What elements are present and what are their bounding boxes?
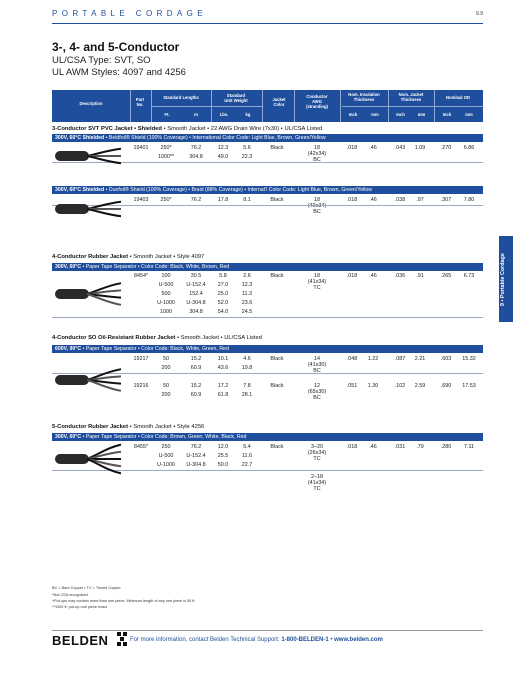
cell-awg: BC <box>313 209 321 215</box>
cell-m: U-152.4 <box>186 282 206 288</box>
cell-ins-in: .018 <box>346 197 358 203</box>
cell-m: 304.8 <box>189 309 203 315</box>
cell-kg: 12.3 <box>241 282 253 288</box>
cell-ft: U-500 <box>158 453 174 459</box>
cell-jkt-mm: 1.09 <box>414 145 426 151</box>
cell-kg: 8.1 <box>243 197 251 203</box>
cell-m: U-304.8 <box>186 300 206 306</box>
cell-ft: 500 <box>161 291 171 297</box>
cell-jkt-mm: 2.21 <box>414 356 426 362</box>
cell-m: 15.2 <box>190 383 202 389</box>
cell-awg: (42x34) <box>307 151 327 157</box>
row-divider <box>52 317 483 318</box>
cell-od-in: .280 <box>440 444 452 450</box>
cell-m: 30.5 <box>190 273 202 279</box>
footnote-legend: BC = Bare Copper • TC = Tinned Copper <box>52 586 121 590</box>
cable-image-5c-rubber <box>55 440 125 478</box>
col-description: Description <box>79 101 103 106</box>
section-title: 4-Conductor SO Oil-Resistant Rubber Jacket • Smooth Jacket • UL/CSA Listed <box>52 335 262 341</box>
cell-jkt-mm: .97 <box>416 197 424 203</box>
cell-m: 304.8 <box>189 154 203 160</box>
cell-lbs: 10.1 <box>217 356 229 362</box>
cell-ft: U-500 <box>158 282 174 288</box>
cell-jkt-mm: 2.59 <box>414 383 426 389</box>
cell-awg: BC <box>313 395 321 401</box>
cable-jacket <box>55 375 89 385</box>
cell-ft: U-1000 <box>157 300 175 306</box>
support-phone[interactable]: 1-800-BELDEN-1 <box>281 637 329 643</box>
cell-ins-mm: .46 <box>369 197 377 203</box>
cable-jacket <box>55 454 89 464</box>
cell-kg: 24.5 <box>241 309 253 315</box>
cell-part: 19401 <box>133 145 149 151</box>
section-header: PORTABLE CORDAGE <box>52 9 208 18</box>
cell-od-in: .307 <box>440 197 452 203</box>
cell-jacket: Black <box>270 444 284 450</box>
page-title: 3-, 4- and 5-Conductor <box>52 40 180 54</box>
belden-logo: BELDEN <box>52 633 109 648</box>
cell-part: 19216 <box>133 383 149 389</box>
cell-od-mm: 6.73 <box>463 273 475 279</box>
col-nominal-od: Nominal OD <box>446 95 470 100</box>
cell-ft: 50 <box>163 356 169 362</box>
cell-m: 152.4 <box>189 291 203 297</box>
cell-jkt-in: .036 <box>394 273 406 279</box>
cell-awg: 3–20 <box>311 444 323 450</box>
cell-awg: TC <box>313 285 321 291</box>
cable-image-3c-svt <box>55 140 125 172</box>
cell-lbs: 17.2 <box>217 383 229 389</box>
cell-lbs: 17.8 <box>217 197 229 203</box>
cell-ft: 1000 <box>160 309 172 315</box>
cell-ft: 250 <box>161 444 171 450</box>
cell-m: 76.2 <box>190 197 202 203</box>
cell-m: 76.2 <box>190 145 202 151</box>
cell-ft: 1000** <box>157 154 175 160</box>
cell-awg: 14 <box>314 356 320 362</box>
cell-m: 76.2 <box>190 444 202 450</box>
header-rule <box>52 23 483 24</box>
cell-m: 60.9 <box>190 365 202 371</box>
cell-lbs: 61.8 <box>217 392 229 398</box>
cell-jacket: Black <box>270 197 284 203</box>
cell-lbs: 27.0 <box>217 282 229 288</box>
cell-awg: 12 <box>314 383 320 389</box>
cable-conductor <box>87 452 121 459</box>
cell-kg: 5.6 <box>243 145 251 151</box>
section-bar: 600V, 90°C • Paper Tape Separator • Color Code: Black, White, Green, Red <box>52 345 483 353</box>
side-tab-label: 9 • Portable Cordage <box>500 253 506 307</box>
cell-kg: 11.6 <box>241 453 253 459</box>
cell-awg: BC <box>313 368 321 374</box>
cell-kg: 22.7 <box>241 462 253 468</box>
cell-lbs: 43.6 <box>217 365 229 371</box>
cell-awg: (26x34) <box>307 450 327 456</box>
cell-part: 19217 <box>133 356 149 362</box>
cell-jkt-in: .043 <box>394 145 406 151</box>
cell-ins-in: .051 <box>346 383 358 389</box>
cell-part: 8454* <box>133 273 149 279</box>
cell-jkt-mm: .91 <box>416 273 424 279</box>
col-jacket-color: Jacket Color <box>272 97 286 107</box>
footer-contact: For more information, contact Belden Technical Support: 1-800-BELDEN-1 • www.belden.com <box>130 637 383 643</box>
cell-ins-in: .048 <box>346 356 358 362</box>
cell-ins-in: .018 <box>346 145 358 151</box>
cell-od-in: .690 <box>440 383 452 389</box>
cell-awg: (41x34) <box>307 480 327 486</box>
cell-kg: 23.6 <box>241 300 253 306</box>
cell-jacket: Black <box>270 383 284 389</box>
section-bar: 300V, 60°C Shielded • Duofoil® Shield (100% Coverage) • Braid (88% Coverage) • Internat'l Color Code: Light Blue, Brown, Green/Yellow <box>52 186 483 194</box>
cell-ft: 100 <box>161 273 171 279</box>
cell-jkt-in: .102 <box>394 383 406 389</box>
cell-lbs: 25.0 <box>217 291 229 297</box>
cell-ins-mm: 1.30 <box>367 383 379 389</box>
cable-jacket <box>55 204 89 214</box>
col-jkt-thickness: Nom. Jacket Thickness <box>398 92 424 102</box>
cable-image-4c-rubber <box>55 274 125 314</box>
cell-jkt-in: .038 <box>394 197 406 203</box>
cell-awg: 2–18 <box>311 474 323 480</box>
cell-od-mm: 15.32 <box>462 356 476 362</box>
cell-od-mm: 6.86 <box>463 145 475 151</box>
cell-lbs: 12.3 <box>217 145 229 151</box>
cell-ins-mm: .46 <box>369 273 377 279</box>
cell-jacket: Black <box>270 273 284 279</box>
cell-od-mm: 17.53 <box>462 383 476 389</box>
cell-awg: 18 <box>314 273 320 279</box>
cell-awg: (41x34) <box>307 279 327 285</box>
cell-m: 60.9 <box>190 392 202 398</box>
subtitle-type: UL/CSA Type: SVT, SO <box>52 55 151 66</box>
cell-jkt-in: .031 <box>394 444 406 450</box>
col-std-weight: Standard Unit Weight <box>224 93 248 103</box>
cell-od-mm: 7.80 <box>463 197 475 203</box>
cell-ft: 200 <box>161 392 171 398</box>
cell-kg: 7.8 <box>243 383 251 389</box>
cell-ins-mm: .46 <box>369 444 377 450</box>
cell-ft: 200 <box>161 365 171 371</box>
page-number: 9.9 <box>476 11 483 17</box>
col-part-no: Part No. <box>135 97 145 107</box>
cell-m: U-152.4 <box>186 453 206 459</box>
cell-awg: (41x30) <box>307 362 327 368</box>
cell-jkt-in: .087 <box>394 356 406 362</box>
cell-lbs: 25.5 <box>217 453 229 459</box>
cell-ft: 250* <box>160 145 172 151</box>
cell-kg: 28.1 <box>241 392 253 398</box>
cell-ins-mm: .46 <box>369 145 377 151</box>
cable-conductor <box>87 202 121 209</box>
section-bar: 300V, 60°C • Paper Tape Separator • Color Code: Brown, Green, White, Black, Red <box>52 433 483 441</box>
table-header: Description Part No. Standard Lengths Standard Unit Weight Jacket Color Conductor AWG (stranding) Nom. Insulation Thickness Nom. Jacket Thickness Nominal OD Ft. m Lbs. kg Inch mm Inch mm Inch mm <box>52 90 483 122</box>
footnote-csa: *Not CSA recognized. <box>52 593 89 597</box>
section-bar: 300V, 60°C • Paper Tape Separator • Color Code: Black, White, Brown, Red <box>52 263 483 271</box>
cable-conductor <box>87 149 121 156</box>
cell-od-in: .265 <box>440 273 452 279</box>
cable-jacket <box>55 289 89 299</box>
cable-conductor <box>87 459 121 466</box>
cell-lbs: 50.0 <box>217 462 229 468</box>
cell-lbs: 54.0 <box>217 309 229 315</box>
cell-kg: 19.8 <box>241 365 253 371</box>
cell-od-in: .270 <box>440 145 452 151</box>
cell-part: 8455* <box>133 444 149 450</box>
cable-jacket <box>55 151 89 161</box>
section-title: 3-Conductor SVT PVC Jacket • Shielded • Smooth Jacket • 22 AWG Drain Wire (7x30) • UL/CSA Listed <box>52 126 323 132</box>
cell-kg: 22.3 <box>241 154 253 160</box>
cell-ft: 50 <box>163 383 169 389</box>
col-std-lengths: Standard Lengths <box>163 95 199 100</box>
cable-image-4c-so <box>55 356 125 404</box>
cell-awg: 18 <box>314 145 320 151</box>
cell-lbs: 52.0 <box>217 300 229 306</box>
cell-lbs: 49.0 <box>217 154 229 160</box>
cell-m: U-304.8 <box>186 462 206 468</box>
cell-m: 15.2 <box>190 356 202 362</box>
cell-part: 19403 <box>133 197 149 203</box>
cell-lbs: 12.0 <box>217 444 229 450</box>
cell-awg: (65x30) <box>307 389 327 395</box>
section-title: 4-Conductor Rubber Jacket • Smooth Jacket • Style 4097 <box>52 254 205 260</box>
cell-kg: 2.6 <box>243 273 251 279</box>
cell-kg: 5.4 <box>243 444 251 450</box>
cell-awg: TC <box>313 486 321 492</box>
cable-image-3c-svt-braid <box>55 192 125 226</box>
footnote-putups: †Put-ups may contain more than one piece. Minimum length of any one piece is 50 ft. <box>52 599 196 603</box>
cell-jacket: Black <box>270 145 284 151</box>
cell-od-in: .603 <box>440 356 452 362</box>
cell-awg: 18 <box>314 197 320 203</box>
section-title: 5-Conductor Rubber Jacket • Smooth Jacket • Style 4256 <box>52 424 205 430</box>
cell-awg: TC <box>313 456 321 462</box>
cable-conductor <box>87 209 121 216</box>
col-ins-thickness: Nom. Insulation Thickness <box>348 92 380 102</box>
cable-conductor <box>87 156 121 163</box>
cell-ins-mm: 1.22 <box>367 356 379 362</box>
cell-ft: 250* <box>160 197 172 203</box>
belden-mark-icon <box>117 632 129 646</box>
footer-rule <box>52 630 483 631</box>
cell-kg: 4.6 <box>243 356 251 362</box>
subtitle-awm: UL AWM Styles: 4097 and 4256 <box>52 67 186 78</box>
cell-awg: BC <box>313 157 321 163</box>
cell-jkt-mm: .79 <box>416 444 424 450</box>
cell-kg: 11.3 <box>241 291 253 297</box>
cell-awg: (42x34) <box>307 203 327 209</box>
section-bar: 300V, 60°C Shielded • Beldfoil® Shield (100% Coverage) • International Color Code: Light Blue, Brown, Green/Yellow <box>52 134 483 142</box>
cell-lbs: 5.8 <box>219 273 227 279</box>
col-conductor: Conductor AWG (stranding) <box>306 94 328 109</box>
cell-ins-in: .018 <box>346 444 358 450</box>
cell-jacket: Black <box>270 356 284 362</box>
cell-ins-in: .018 <box>346 273 358 279</box>
cell-od-mm: 7.11 <box>463 444 475 450</box>
website-link[interactable]: www.belden.com <box>334 637 383 643</box>
cell-ft: U-1000 <box>157 462 175 468</box>
footnote-1000ft: **1000 ft. put-up one piece exact. <box>52 605 109 609</box>
